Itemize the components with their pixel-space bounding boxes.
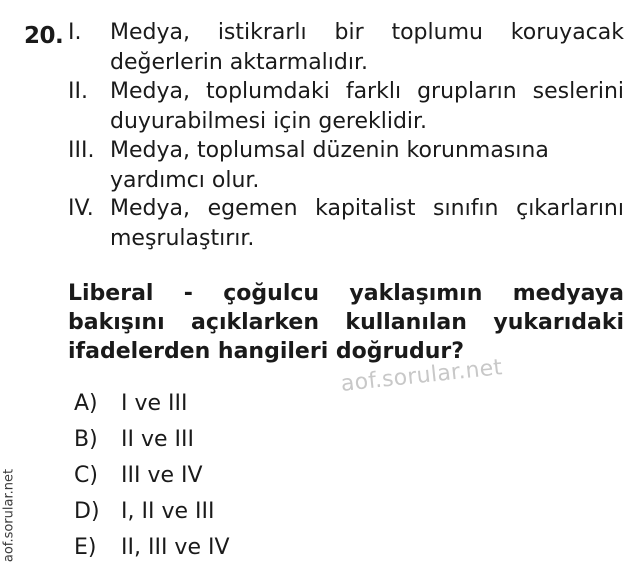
option-letter: B)	[74, 427, 98, 452]
option-text: II, III ve IV	[121, 535, 230, 560]
statement-numeral: I.	[68, 20, 82, 45]
stem-line: ifadelerden hangileri doğrudur?	[68, 339, 465, 364]
stem-line: bakışını açıklarken kullanılan yukarıdaki	[68, 310, 624, 335]
statement-1	[68, 18, 624, 78]
option-letter: D)	[74, 499, 100, 524]
statement-text-line1: Medya, toplumdaki farklı grupların seslerini	[110, 79, 624, 104]
statement-text-line2: yardımcı olur.	[110, 168, 260, 193]
option-text: I, II ve III	[121, 499, 215, 524]
watermark: aof.sorular.net	[339, 355, 504, 397]
statement-text-line2: duyurabilmesi için gereklidir.	[110, 109, 428, 134]
statement-text-line1: Medya, egemen kapitalist sınıfın çıkarlarını	[110, 196, 624, 221]
statement-numeral: IV.	[68, 196, 94, 221]
option-text: I ve III	[121, 391, 188, 416]
statement-3	[68, 136, 624, 196]
option-text: III ve IV	[121, 463, 203, 488]
statement-numeral: III.	[68, 138, 95, 163]
option-letter: E)	[74, 535, 97, 560]
statement-4	[68, 194, 624, 254]
option-letter: C)	[74, 463, 98, 488]
side-watermark: aof.sorular.net	[1, 468, 17, 563]
option-letter: A)	[74, 391, 98, 416]
statement-numeral: II.	[68, 79, 88, 104]
question-stem	[68, 279, 624, 366]
statement-text-line2: meşrulaştırır.	[110, 226, 255, 251]
statement-text-line2: değerlerin aktarmalıdır.	[110, 50, 369, 75]
option-text: II ve III	[121, 427, 194, 452]
statement-text-line1: Medya, toplumsal düzenin korunmasına	[110, 138, 549, 163]
statement-text-line1: Medya, istikrarlı bir toplumu koruyacak	[110, 20, 624, 45]
stem-line: Liberal - çoğulcu yaklaşımın medyaya	[68, 281, 624, 306]
question-number: 20.	[24, 23, 64, 49]
statement-2	[68, 77, 624, 137]
